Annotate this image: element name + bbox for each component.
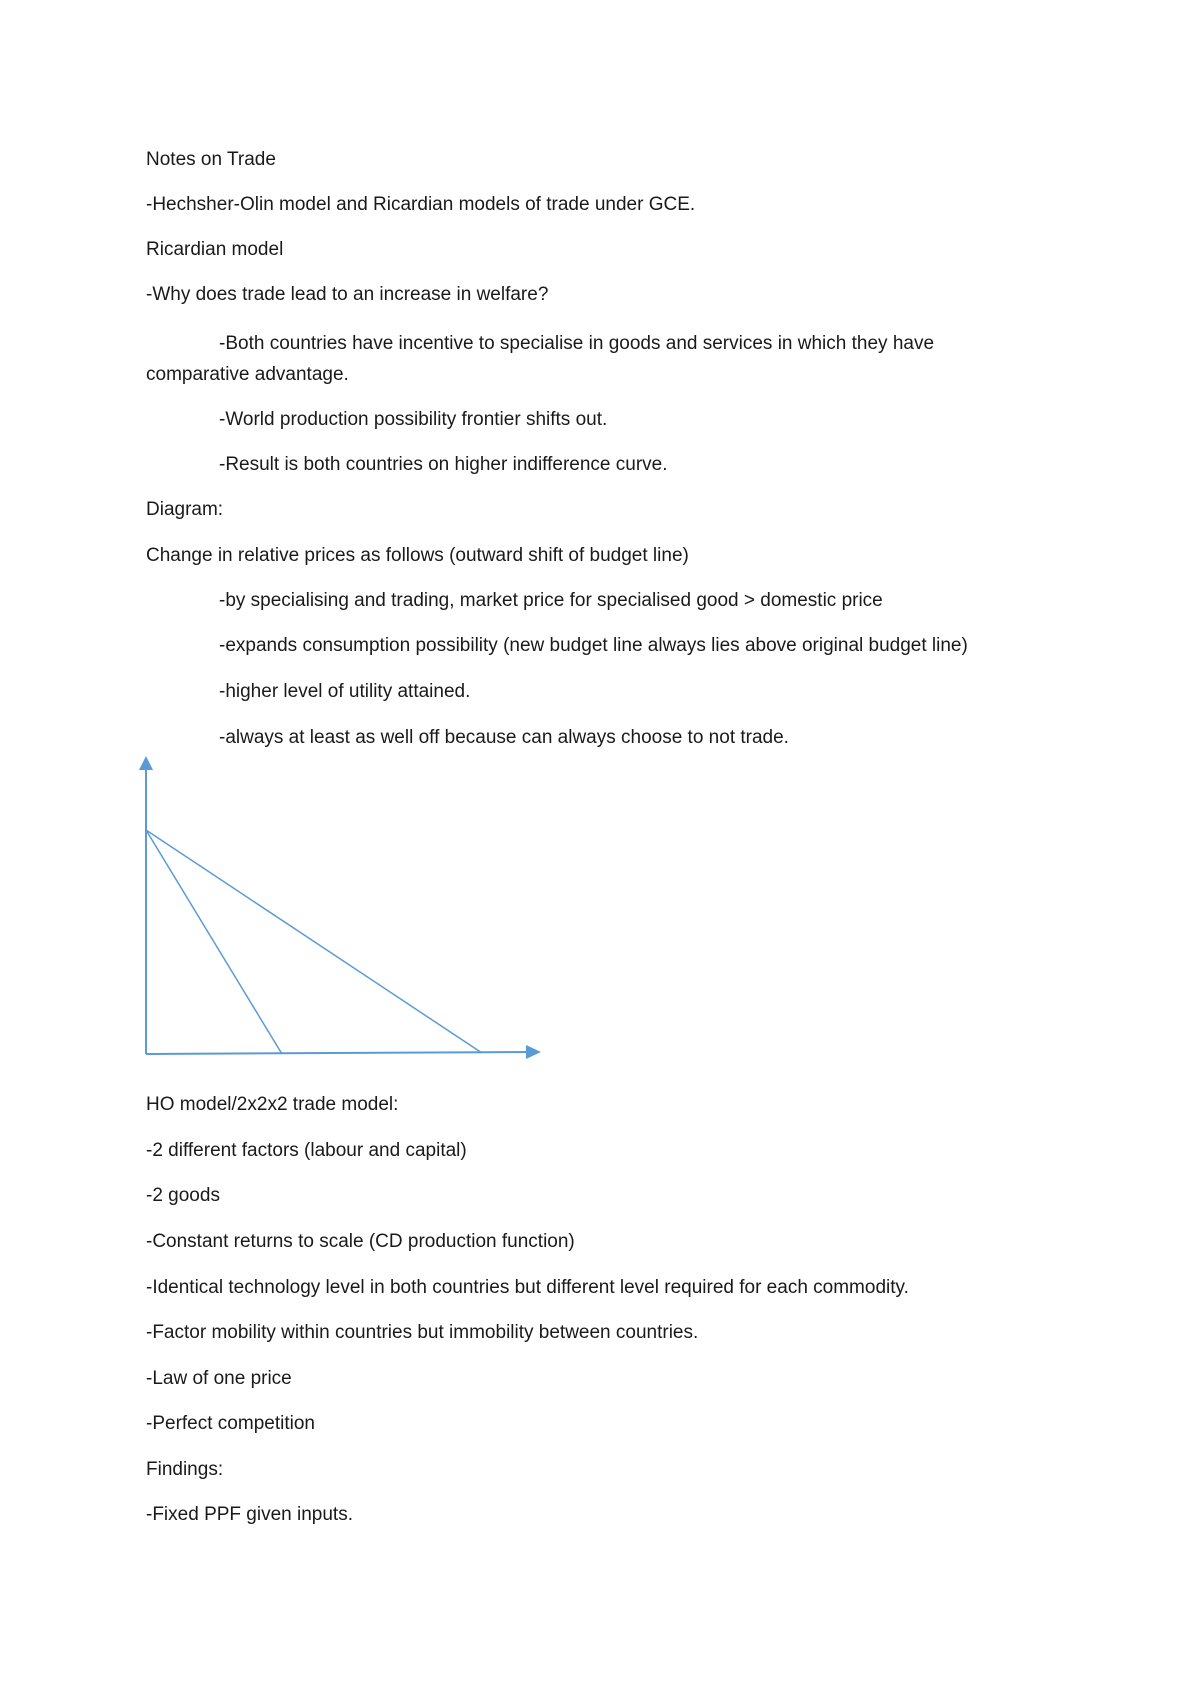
section-heading: Findings: (146, 1459, 224, 1480)
section-heading: Ricardian model (146, 239, 284, 260)
text-line: -2 different factors (labour and capital) (146, 1140, 467, 1161)
x-axis-line (146, 1052, 528, 1054)
text-line: Change in relative prices as follows (outward shift of budget line) (146, 545, 689, 566)
text-line: -World production possibility frontier shifts out. (219, 409, 608, 430)
new-budget-line (146, 830, 482, 1053)
text-line: -Perfect competition (146, 1413, 315, 1434)
text-line: -Identical technology level in both countries but different level required for each commodity. (146, 1277, 909, 1298)
original-budget-line (146, 830, 282, 1054)
text-line: -Law of one price (146, 1368, 292, 1389)
text-line: -Factor mobility within countries but immobility between countries. (146, 1322, 699, 1343)
text-paragraph: -Both countries have incentive to specialise in goods and services in which they have comparative advantage. (146, 333, 935, 385)
y-axis-arrow (139, 756, 153, 770)
text-line: -2 goods (146, 1185, 220, 1206)
x-axis-arrow (526, 1045, 541, 1059)
text-line: -expands consumption possibility (new budget line always lies above original budget line) (219, 635, 968, 656)
text-line: -Why does trade lead to an increase in welfare? (146, 284, 549, 305)
text-line: -higher level of utility attained. (219, 681, 471, 702)
page-title: Notes on Trade (146, 149, 276, 170)
section-heading: Diagram: (146, 499, 224, 520)
text-line: -Fixed PPF given inputs. (146, 1504, 353, 1525)
text-line: -always at least as well off because can always choose to not trade. (219, 727, 789, 748)
text-line: -Result is both countries on higher indifference curve. (219, 454, 668, 475)
text-line: -by specialising and trading, market price for specialised good > domestic price (219, 590, 883, 611)
text-line: -Hechsher-Olin model and Ricardian models of trade under GCE. (146, 194, 696, 215)
text-line: -Constant returns to scale (CD production function) (146, 1231, 575, 1252)
section-heading: HO model/2x2x2 trade model: (146, 1094, 399, 1115)
